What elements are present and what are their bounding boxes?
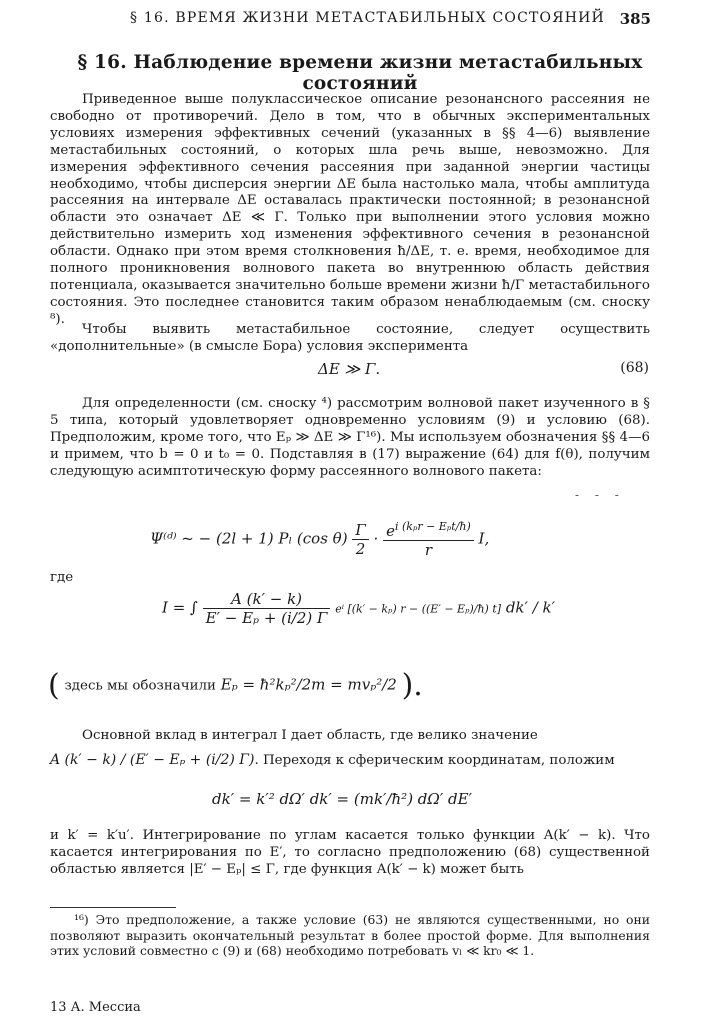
integral-fraction	[203, 590, 331, 627]
psi-fraction-exp	[383, 520, 474, 559]
psi-r: r	[424, 541, 432, 559]
where-label: где	[50, 570, 74, 585]
footnote-16: ¹⁶) Это предположение, а также условие (63) не являются существенными, но они позволяют выразить окончательный результат в более простой форме. Для выполнения этих условий совместно с (9) и (68) необходимо потребовать vₗ ≪ kr₀ ≪ 1.	[50, 912, 650, 958]
paragraph-4b: . Переходя к сферическим координатам, положим	[254, 753, 615, 768]
running-header	[60, 10, 651, 32]
paragraph-3: Для определенности (см. сноску ⁴) рассмотрим волновой пакет изученного в § 5 типа, который удовлетворяет одновременно условиям (9) и условию (68). Предположим, кроме того, что Eₚ ≫ ΔE ≫ Γ¹⁶). Мы используем обозначения §§ 4—6 и примем, что b = 0 и t₀ = 0. Подставляя в (17) выражение (64) для f(θ), получим следующую асимптотическую форму рассеянного волнового пакета:	[50, 396, 650, 479]
psi-equation: Ψ⁽ᵈ⁾ ~ − (2l + 1) Pₗ (cos θ) $\frac{\Gamma}{2}$ · $\frac{e^{i (k_pr - E_pt/ħ)}}{r}$ I,	[150, 520, 490, 559]
footnote-rule	[50, 907, 176, 908]
psi-tail: I,	[478, 529, 490, 548]
section-title: § 16. Наблюдение времени жизни метастабильных состояний	[77, 52, 643, 94]
psi-two: 2	[355, 540, 366, 558]
signature-mark: 13 А. Мессиа	[50, 1000, 141, 1015]
equation-68-number: (68)	[620, 360, 649, 376]
equation-68: ΔE ≫ Γ.	[318, 360, 381, 378]
integral-exponent: eⁱ [(k′ − kₚ) r − ((E′ − Eₚ)/ħ) t]	[335, 602, 502, 616]
psi-exp: e	[386, 522, 395, 540]
paragraph-1: Приведенное выше полуклассическое описание резонансного рассеяния не свободно от противоречий. Дело в том, что в обычных экспериментальных условиях измерения эффективных сечений (указанных в §§ 4—6) выявление метастабильных состояний, о которых шла речь выше, невозможно. Для измерения эффективного сечения рассеяния при заданной энергии частицы необходимо, чтобы дисперсия энергии ΔE была настолько мала, чтобы амплитуда рассеяния на интервале ΔE оставалась практически постоянной; в резонансной области это означает ΔE ≪ Γ. Только при выполнении этого условия можно действительно измерить ход изменения эффективного сечения в резонансной области. Однако при этом время столкновения ħ/ΔE, т. е. время, необходимое для полного проникновения волнового пакета во внутреннюю область действия потенциала, оказывается значительно больше времени жизни ħ/Γ метастабильного состояния. Это последнее становится таким образом ненаблюдаемым (см. сноску ⁸).	[50, 92, 650, 327]
paragraph-2: Чтобы выявить метастабильное состояние, следует осуществить «дополнительные» (в смысле Бора) условия эксперимента	[50, 322, 650, 354]
psi-exp-power: i (kₚr − Eₚt/ħ)	[394, 520, 471, 533]
ep-definition: ( здесь мы обозначили Eₚ = ħ²kₚ²/2m = mvₚ²/2 ).	[48, 668, 423, 703]
here-prefix: здесь мы обозначили	[64, 678, 216, 694]
integral-numerator: A (k′ − k)	[203, 590, 331, 609]
integral-equation	[162, 590, 555, 627]
a-ratio: A (k′ − k) / (E′ − Eₚ + (i/2) Γ)	[50, 752, 255, 768]
running-title: § 16. ВРЕМЯ ЖИЗНИ МЕТАСТАБИЛЬНЫХ СОСТОЯНИЙ	[130, 10, 605, 26]
page-number: 385	[619, 10, 651, 28]
dk-equation: dk′ = k′² dΩ′ dk′ = (mk′/ħ²) dΩ′ dE′	[212, 790, 472, 808]
psi-gamma: Γ	[352, 521, 368, 540]
paragraph-4a: Основной вклад в интеграл I дает область, где велико значение	[82, 728, 538, 743]
paragraph-4b-line	[50, 752, 650, 770]
integral-lhs: I = ∫	[162, 598, 198, 617]
paragraph-5: и k′ = k′u′. Интегрирование по углам касается только функции A(k′ − k). Что касается интегрирования по E′, то согласно предположению (68) существенной областью является |E′ − Eₚ| ≤ Γ, где функция A(k′ − k) может быть	[50, 828, 650, 877]
psi-fraction-gamma	[352, 521, 368, 558]
integral-denominator: E′ − Eₚ + (i/2) Γ	[205, 609, 328, 627]
ep-formula: Eₚ = ħ²kₚ²/2m = mvₚ²/2	[220, 675, 397, 694]
integral-tail: dk′ / k′	[505, 598, 556, 617]
dash-marks: - - -	[575, 488, 625, 502]
psi-lhs: Ψ⁽ᵈ⁾ ~ − (2l + 1) Pₗ (cos θ)	[150, 529, 348, 548]
